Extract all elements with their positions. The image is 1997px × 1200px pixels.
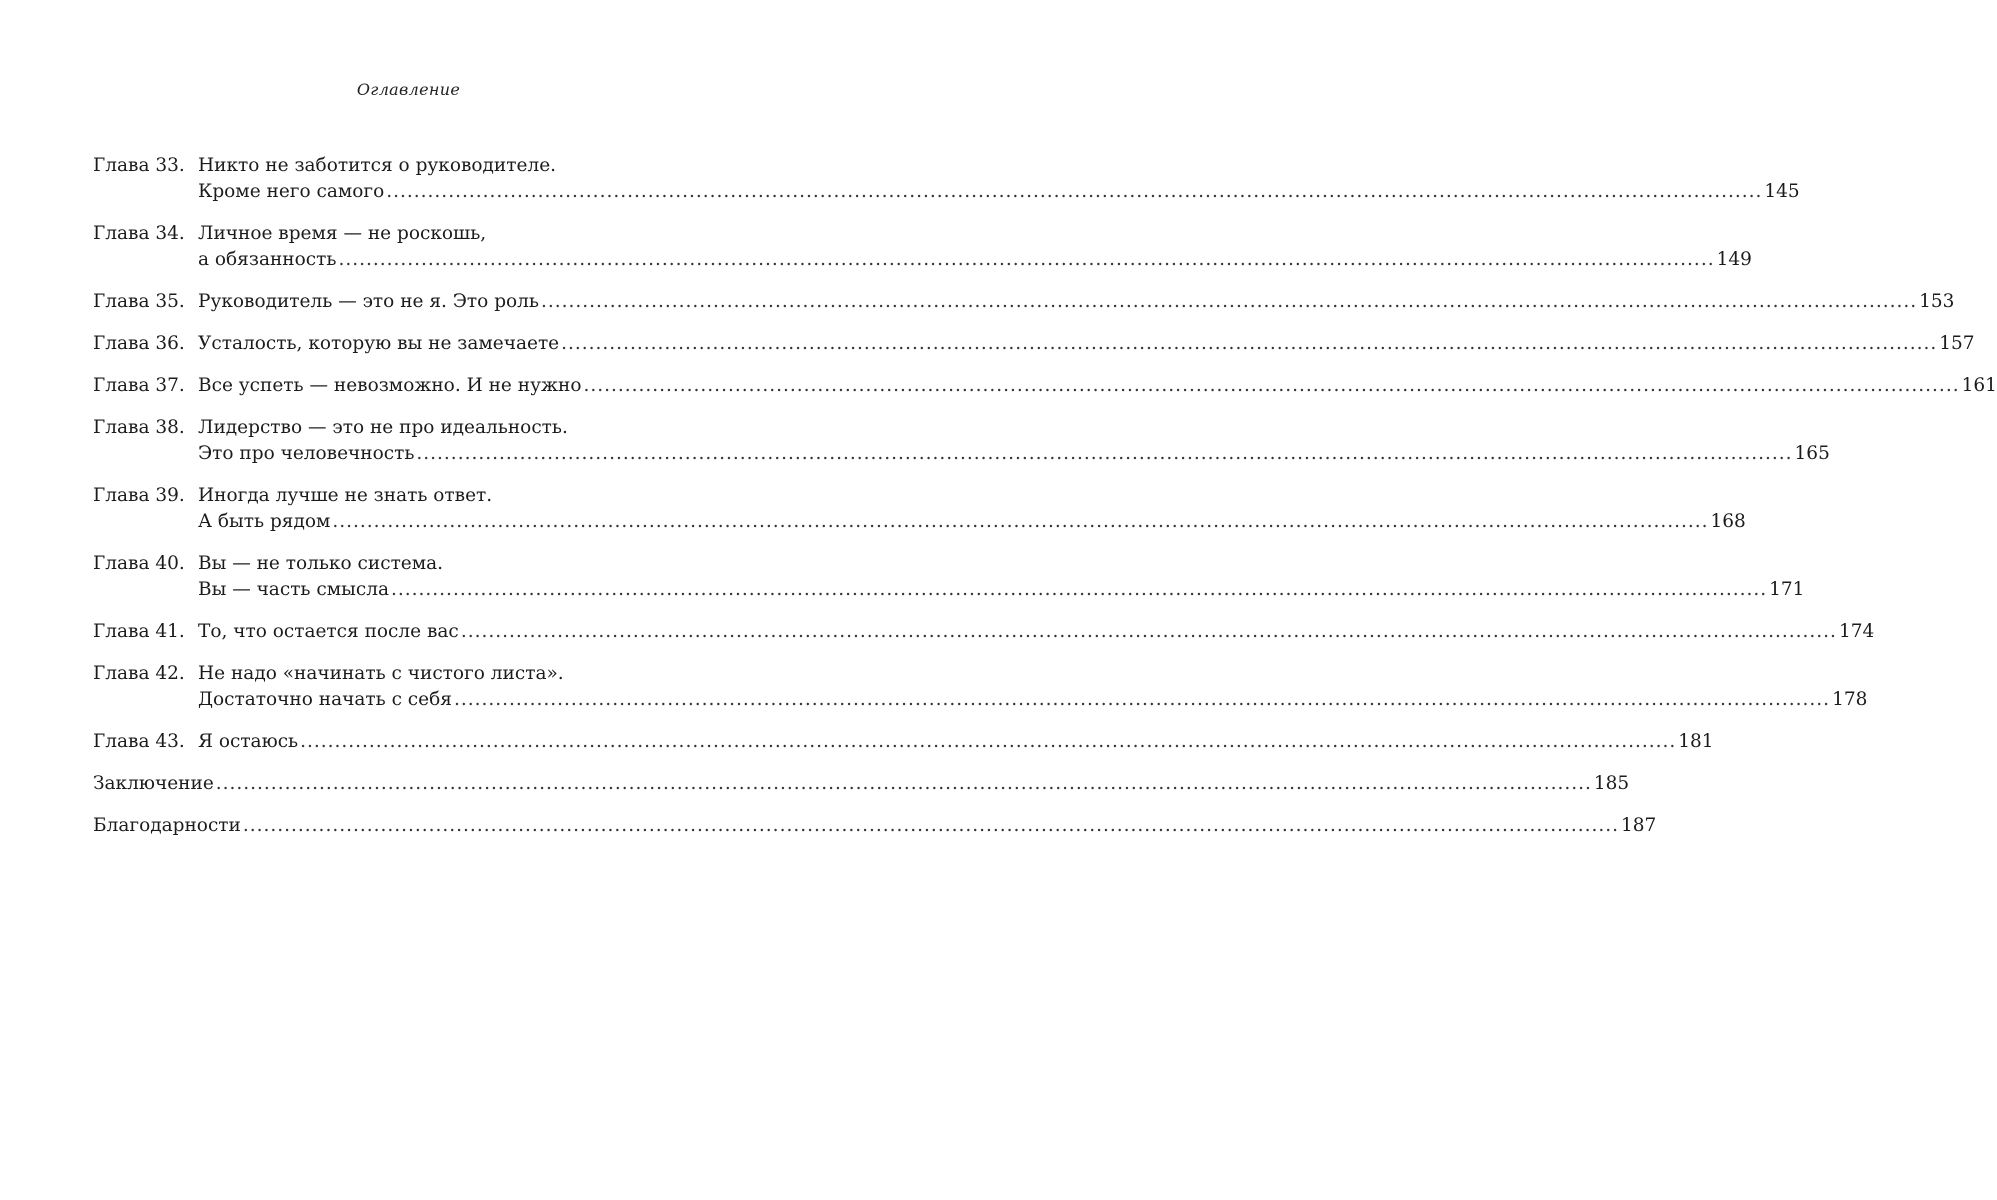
page-number: 153: [1919, 291, 1955, 312]
chapter-title-block: [198, 415, 1830, 467]
chapter-title-line: Вы — не только система.: [198, 553, 444, 574]
chapter-title-last-line: [198, 509, 1746, 535]
chapter-title-last-line: [198, 373, 1997, 399]
toc-entry-back-matter: [93, 813, 1657, 839]
chapter-title-line: Личное время — не роскошь,: [198, 223, 487, 244]
chapter-title-last-line: [198, 441, 1830, 467]
chapter-number: Глава 40.: [93, 553, 185, 574]
page-number: 178: [1832, 689, 1868, 710]
back-matter-title: Благодарности: [93, 815, 241, 836]
chapter-title-line: Я остаюсь: [198, 731, 299, 752]
chapter-title-last-line: [198, 687, 1868, 713]
toc-entry: [93, 373, 1997, 399]
chapter-title-line: То, что остается после вас: [198, 621, 459, 642]
chapter-title-last-line: [198, 619, 1875, 645]
chapter-number: Глава 36.: [93, 333, 185, 354]
dot-leader: [391, 577, 1767, 603]
toc-entry: [93, 331, 1975, 357]
chapter-title-block: [198, 373, 1997, 399]
dot-leader: [461, 619, 1837, 645]
toc-entry: [93, 729, 1714, 755]
chapter-title-line: Вы — часть смысла: [198, 579, 390, 600]
dot-leader: [561, 331, 1937, 357]
chapter-title-line: Лидерство — это не про идеальность.: [198, 417, 568, 438]
chapter-title-last-line: [198, 577, 1805, 603]
chapter-title-block: [198, 221, 1752, 273]
page-number: 161: [1961, 375, 1997, 396]
dot-leader: [338, 247, 1714, 273]
dot-leader: [583, 373, 1959, 399]
dot-leader: [300, 729, 1676, 755]
toc-entry: [93, 619, 1875, 645]
chapter-title-line: А быть рядом: [198, 511, 331, 532]
back-matter-line: [93, 813, 1656, 839]
page-number: 171: [1769, 579, 1805, 600]
toc-entry: [93, 551, 1805, 603]
chapter-number: Глава 33.: [93, 155, 185, 176]
chapter-title-line: Это про человечность: [198, 443, 415, 464]
dot-leader: [416, 441, 1792, 467]
chapter-title-block: [198, 729, 1714, 755]
dot-leader: [243, 813, 1619, 839]
chapter-title-block: [198, 153, 1800, 205]
chapter-title-block: [198, 551, 1805, 603]
chapter-title-line: Все успеть — невозможно. И не нужно: [198, 375, 582, 396]
dot-leader: [386, 179, 1762, 205]
page-number: 149: [1716, 249, 1752, 270]
chapter-title-line: Иногда лучше не знать ответ.: [198, 485, 493, 506]
page-number: 165: [1794, 443, 1830, 464]
page-number: 174: [1838, 621, 1875, 642]
page-number: 187: [1621, 815, 1657, 836]
chapter-title-last-line: [198, 179, 1800, 205]
toc-entry: [93, 483, 1746, 535]
dot-leader: [454, 687, 1830, 713]
toc-entry: [93, 415, 1830, 467]
chapter-title-block: [198, 619, 1875, 645]
chapter-title-line: Достаточно начать с себя: [198, 689, 452, 710]
chapter-number: Глава 39.: [93, 485, 185, 506]
chapter-title-block: [198, 661, 1868, 713]
page-number: 168: [1710, 511, 1746, 532]
chapter-title-line: Усталость, которую вы не замечаете: [198, 333, 560, 354]
dot-leader: [541, 289, 1917, 315]
back-matter-title: Заключение: [93, 773, 214, 794]
chapter-number: Глава 35.: [93, 291, 185, 312]
chapter-number: Глава 38.: [93, 417, 185, 438]
running-head: Оглавление: [356, 80, 461, 99]
table-of-contents: [93, 153, 1997, 855]
page-number: 145: [1764, 181, 1800, 202]
chapter-title-last-line: [198, 331, 1975, 357]
toc-entry: [93, 289, 1955, 315]
chapter-title-line: Не надо «начинать с чистого листа».: [198, 663, 564, 684]
chapter-title-block: [198, 483, 1746, 535]
toc-entry: [93, 661, 1868, 713]
dot-leader: [332, 509, 1708, 535]
chapter-title-line: Кроме него самого: [198, 181, 385, 202]
chapter-title-block: [198, 331, 1975, 357]
chapter-number: Глава 42.: [93, 663, 185, 684]
chapter-title-line: Руководитель — это не я. Это роль: [198, 291, 539, 312]
chapter-number: Глава 43.: [93, 731, 185, 752]
page-number: 185: [1593, 773, 1630, 794]
chapter-title-line: Никто не заботится о руководителе.: [198, 155, 557, 176]
toc-entry-back-matter: [93, 771, 1630, 797]
chapter-title-last-line: [198, 247, 1752, 273]
dot-leader: [216, 771, 1592, 797]
chapter-number: Глава 37.: [93, 375, 185, 396]
chapter-number: Глава 41.: [93, 621, 185, 642]
back-matter-line: [93, 771, 1629, 797]
page-number: 157: [1939, 333, 1975, 354]
page-number: 181: [1678, 731, 1714, 752]
chapter-title-last-line: [198, 289, 1955, 315]
toc-entry: [93, 221, 1752, 273]
chapter-title-block: [198, 289, 1955, 315]
toc-entry: [93, 153, 1800, 205]
chapter-number: Глава 34.: [93, 223, 185, 244]
chapter-title-line: а обязанность: [198, 249, 337, 270]
chapter-title-last-line: [198, 729, 1714, 755]
